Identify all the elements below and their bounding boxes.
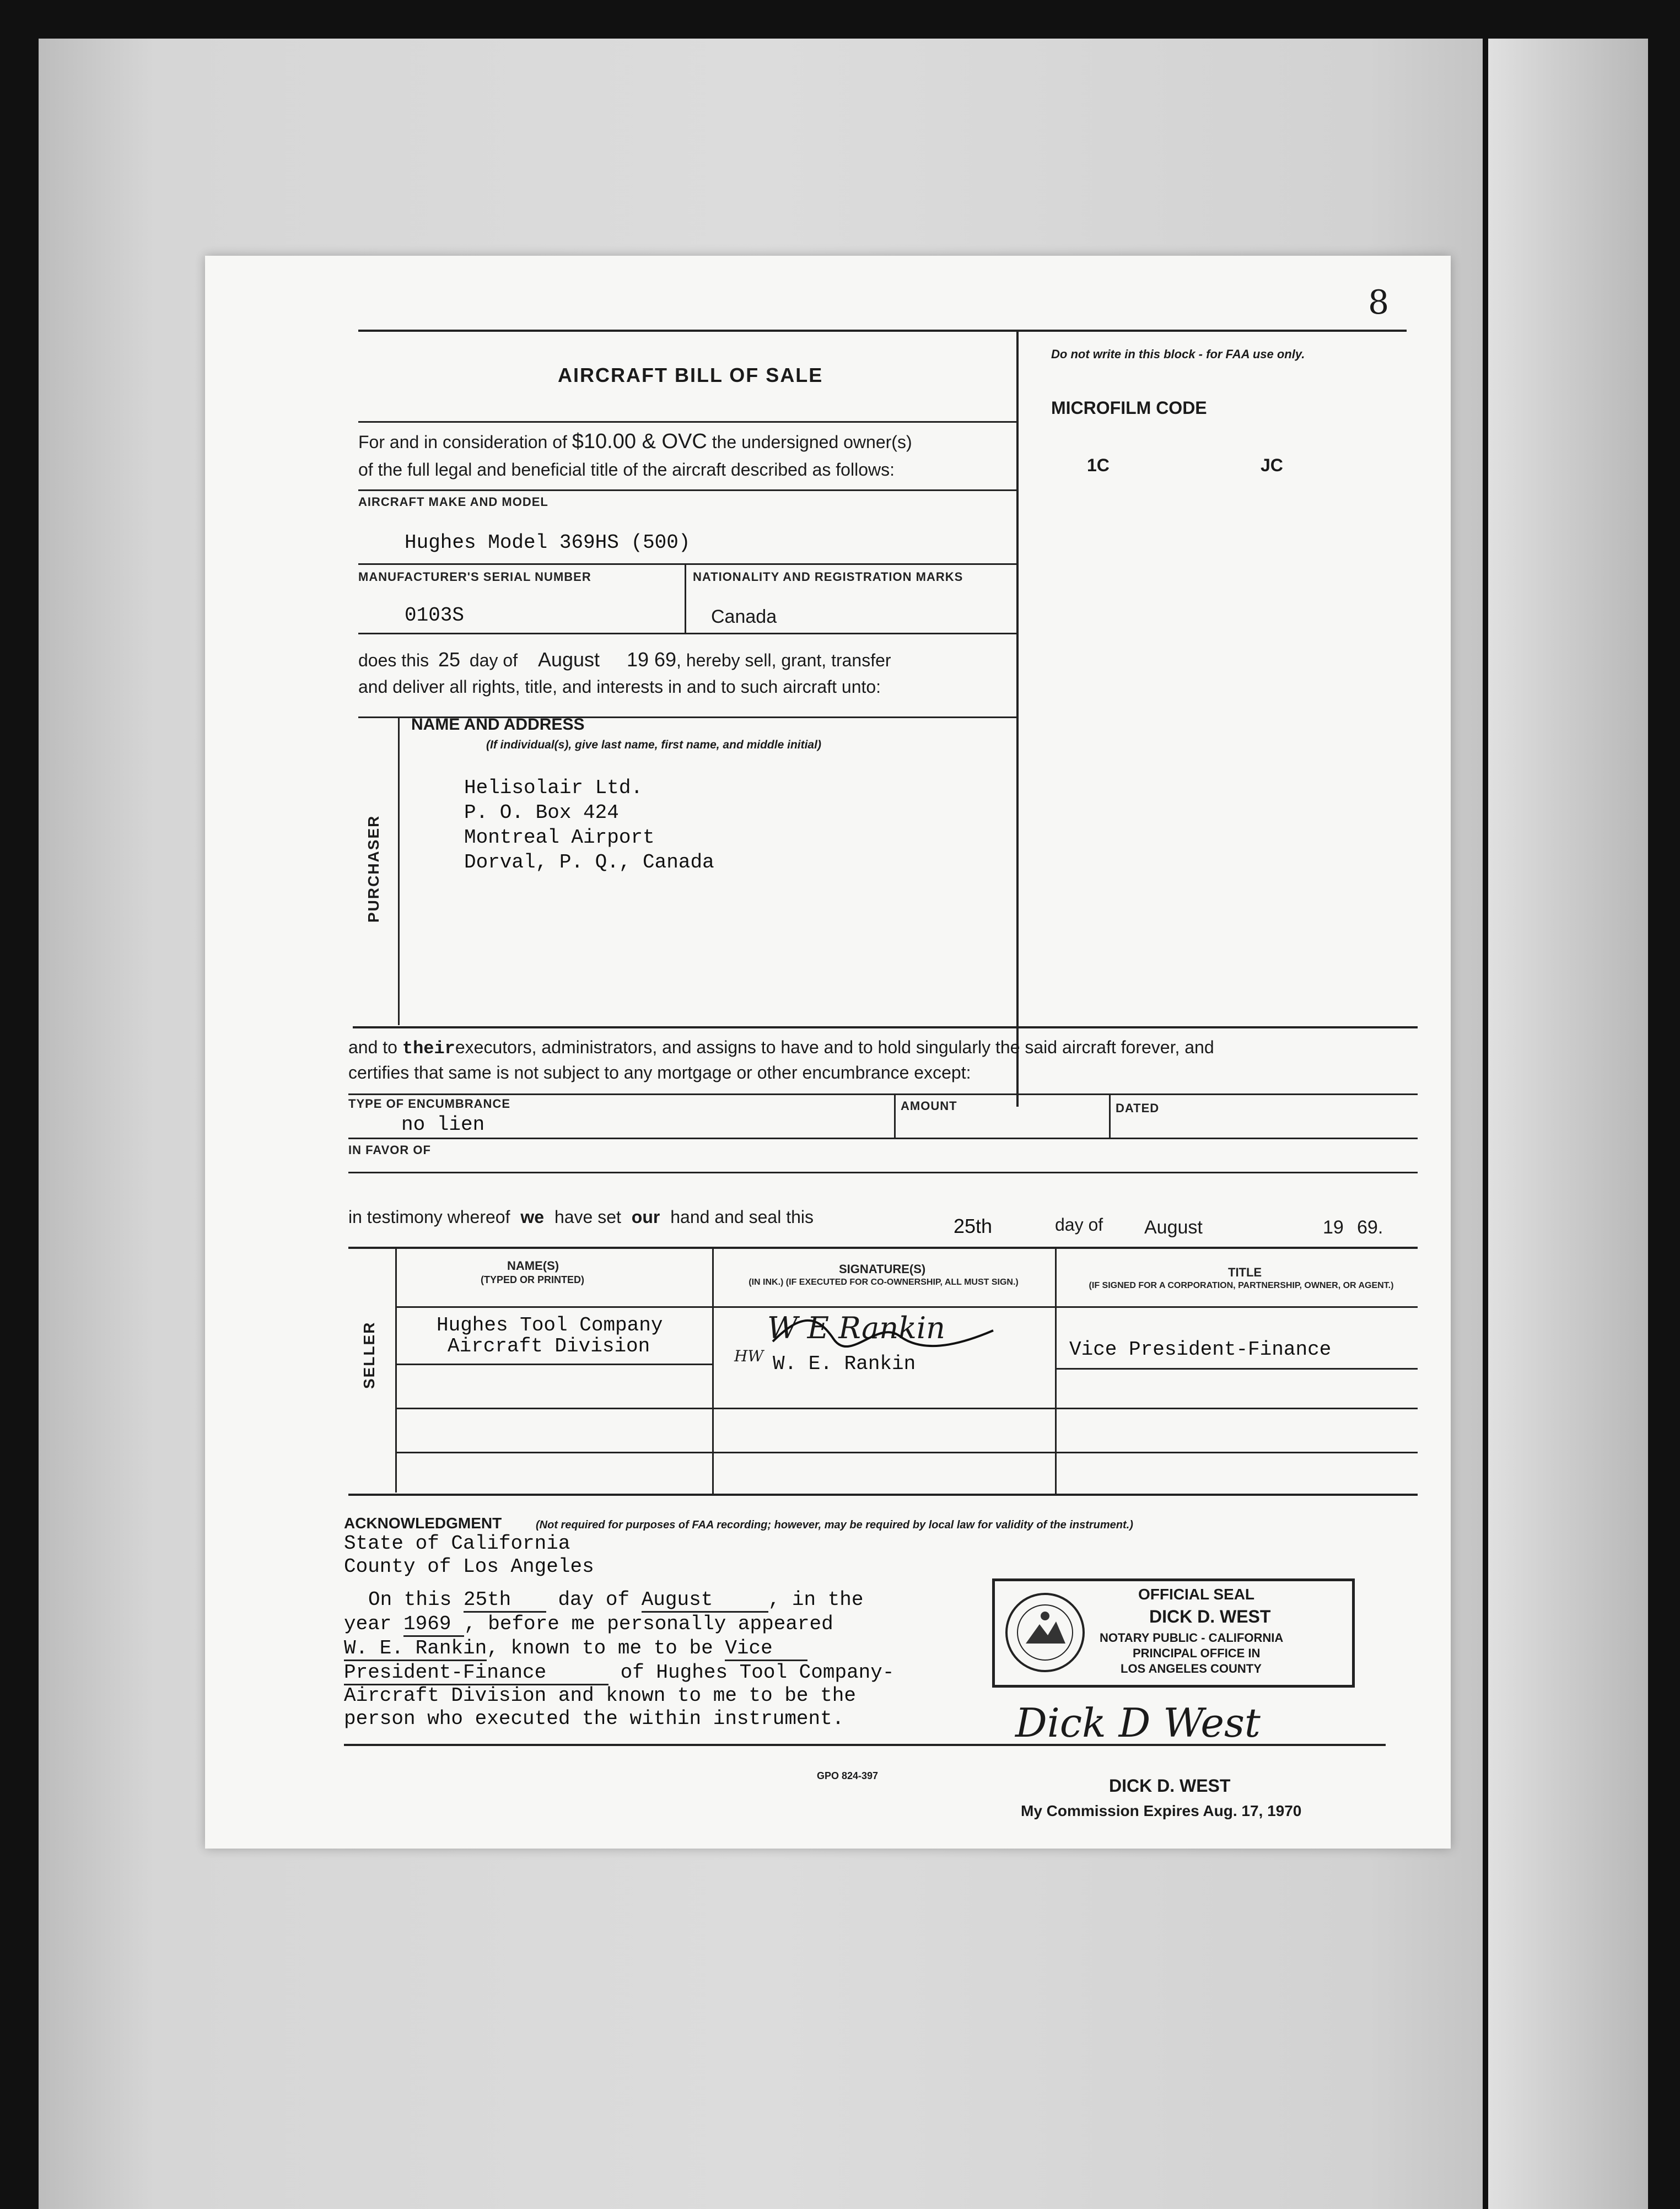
seller-signature: W E Rankin	[767, 1311, 945, 1345]
transfer-does-this: does this	[358, 650, 429, 670]
ack-heading: ACKNOWLEDGMENT	[344, 1515, 502, 1532]
ack-day: 25th	[464, 1588, 546, 1613]
testimony-we: we	[520, 1207, 545, 1227]
testimony-prefix: in testimony whereof	[348, 1207, 510, 1227]
rule-favor	[348, 1138, 1418, 1139]
seller-signature-stroke	[767, 1308, 999, 1353]
gpo-code: GPO 824-397	[817, 1770, 879, 1781]
purchaser-heading: NAME AND ADDRESS	[411, 715, 585, 734]
seller-title-value: Vice President-Finance	[1069, 1338, 1332, 1361]
consideration-line2: of the full legal and beneficial title of the aircraft described as follows:	[358, 460, 895, 479]
notary-seal-emblem	[1004, 1591, 1086, 1674]
ack-year: 1969	[403, 1613, 464, 1637]
notary-commission: My Commission Expires Aug. 17, 1970	[1021, 1802, 1302, 1819]
purchaser-line-1: Helisolair Ltd.	[464, 777, 643, 799]
ack-line-6: Aircraft Division and known to me to be the	[344, 1684, 856, 1707]
transfer-year: 19 69	[626, 648, 677, 671]
nationality-value: Canada	[711, 606, 777, 627]
make-model-label: AIRCRAFT MAKE AND MODEL	[358, 495, 548, 509]
ack-line-3	[344, 1637, 807, 1661]
dated-divider	[1109, 1093, 1111, 1138]
ack-appeared: , before me personally appeared	[464, 1613, 833, 1635]
ack-line-1	[368, 1588, 864, 1613]
encumbrance-dated-label: DATED	[1116, 1101, 1160, 1115]
ack-county: County of Los Angeles	[344, 1555, 594, 1578]
transfer-line2: and deliver all rights, title, and interests in and to such aircraft unto:	[358, 677, 881, 697]
form-title: AIRCRAFT BILL OF SALE	[558, 364, 823, 386]
seller-row-2-title	[1055, 1368, 1418, 1370]
notary-seal-box	[992, 1578, 1355, 1688]
ack-title-b: President-Finance	[344, 1661, 609, 1685]
consideration-suffix: the undersigned owner(s)	[712, 432, 912, 452]
rule-seller-top	[348, 1247, 1418, 1249]
seller-row-2	[395, 1364, 712, 1365]
seller-col-title: TITLE	[1228, 1265, 1262, 1279]
ack-month: August	[642, 1588, 768, 1613]
seller-col-sig: SIGNATURE(S)	[839, 1262, 926, 1276]
seller-col-divider-1	[712, 1248, 714, 1494]
seller-col-name-sub: (TYPED OR PRINTED)	[481, 1274, 585, 1285]
ack-line-7: person who executed the within instrument.	[344, 1707, 844, 1730]
notary-signature: Dick D West	[1015, 1700, 1261, 1746]
serial-label: MANUFACTURER'S SERIAL NUMBER	[358, 570, 591, 584]
make-model-value: Hughes Model 369HS (500)	[405, 531, 691, 554]
notary-printed-name: DICK D. WEST	[1109, 1776, 1231, 1796]
transfer-day: 25	[438, 648, 461, 671]
faa-note: Do not write in this block - for FAA use only.	[1051, 347, 1305, 361]
seller-name-line-1: Hughes Tool Company	[437, 1314, 663, 1337]
transfer-month: August	[537, 648, 600, 671]
encumbrance-type-label: TYPE OF ENCUMBRANCE	[348, 1097, 511, 1111]
faa-divider	[1016, 330, 1019, 1107]
microfilm-label: MICROFILM CODE	[1051, 398, 1207, 418]
bill-of-sale-form	[205, 256, 1451, 1849]
seller-col-divider-2	[1055, 1248, 1057, 1494]
testimony-month: August	[1144, 1217, 1203, 1238]
consideration-line1	[358, 430, 912, 454]
rule-transfer	[358, 633, 1016, 634]
code-left: 1C	[1087, 455, 1110, 475]
amount-divider	[894, 1093, 896, 1138]
ack-of-company: of Hughes Tool Company-	[620, 1661, 895, 1684]
ack-in-the: , in the	[768, 1588, 864, 1611]
seal-line-1: NOTARY PUBLIC - CALIFORNIA	[1100, 1631, 1284, 1645]
seller-sig-mark: HW	[734, 1347, 764, 1365]
testimony-day-of: day of	[1055, 1215, 1103, 1235]
purchaser-instruction: (If individual(s), give last name, first name, and middle initial)	[486, 739, 821, 751]
transfer-line1	[358, 648, 891, 671]
ack-on-this: On this	[368, 1588, 452, 1611]
seller-side-label: SELLER	[360, 1321, 378, 1389]
purchaser-line-3: Montreal Airport	[464, 826, 655, 849]
nationality-label: NATIONALITY AND REGISTRATION MARKS	[693, 570, 963, 584]
assigns-prefix: and to	[348, 1037, 397, 1057]
scan-edge-strip	[1488, 39, 1648, 2209]
purchaser-line-4: Dorval, P. Q., Canada	[464, 851, 714, 874]
seller-col-name: NAME(S)	[507, 1259, 559, 1273]
seal-line-3: LOS ANGELES COUNTY	[1121, 1662, 1262, 1675]
testimony-line	[348, 1207, 814, 1227]
purchaser-side-label: PURCHASER	[365, 815, 382, 923]
assigns-line2: certifies that same is not subject to any mortgage or other encumbrance except:	[348, 1063, 971, 1082]
ack-line-2	[344, 1613, 833, 1637]
ack-person: W. E. Rankin	[344, 1637, 487, 1661]
testimony-year-suffix: 69.	[1357, 1217, 1383, 1238]
seller-row-1-top	[395, 1306, 1418, 1308]
seal-title: OFFICIAL SEAL	[1138, 1586, 1255, 1603]
seal-line-2: PRINCIPAL OFFICE IN	[1133, 1646, 1261, 1660]
seller-name-line-2: Aircraft Division	[448, 1335, 650, 1357]
rule-seller-bottom	[348, 1494, 1418, 1496]
testimony-have-set: have set	[554, 1207, 621, 1227]
rule-serial	[358, 563, 1016, 565]
ack-state: State of California	[344, 1532, 570, 1555]
assigns-pronoun: their	[402, 1038, 455, 1059]
rule-favor-bottom	[348, 1172, 1418, 1173]
rule-assigns	[353, 1026, 1418, 1028]
ack-note: (Not required for purposes of FAA recording; however, may be required by local law for validity of the instrument.)	[536, 1519, 1133, 1531]
assigns-line1	[348, 1037, 1214, 1059]
top-rule	[358, 330, 1407, 332]
in-favor-label: IN FAVOR OF	[348, 1143, 431, 1157]
testimony-year-prefix: 19	[1323, 1217, 1344, 1238]
code-right: JC	[1261, 455, 1283, 475]
encumbrance-amount-label: AMOUNT	[901, 1099, 957, 1113]
consideration-amount: $10.00 & OVC	[572, 430, 707, 453]
testimony-our: our	[631, 1207, 660, 1227]
ack-known: , known to me to be	[487, 1637, 713, 1660]
seal-name: DICK D. WEST	[1149, 1607, 1271, 1626]
rule-consideration	[358, 421, 1016, 423]
assigns-rest: executors, administrators, and assigns to have and to hold singularly the said aircraft forever, and	[455, 1037, 1214, 1057]
encumbrance-type-value: no lien	[401, 1113, 485, 1136]
testimony-hand-seal: hand and seal this	[670, 1207, 814, 1227]
ack-day-of: day of	[558, 1588, 630, 1611]
seller-row-4	[395, 1452, 1418, 1453]
purchaser-line-2: P. O. Box 424	[464, 801, 619, 824]
transfer-suffix: , hereby sell, grant, transfer	[676, 650, 891, 670]
ack-line-4	[344, 1661, 895, 1685]
ack-title-a: Vice	[725, 1637, 807, 1661]
corner-mark: 8	[1368, 283, 1390, 322]
ack-year-word: year	[344, 1613, 392, 1635]
purchaser-divider	[398, 716, 400, 1025]
seller-col-sig-sub: (IN INK.) (IF EXECUTED FOR CO-OWNERSHIP, ALL MUST SIGN.)	[749, 1278, 1019, 1287]
seller-col-title-sub: (IF SIGNED FOR A CORPORATION, PARTNERSHIP, OWNER, OR AGENT.)	[1089, 1281, 1394, 1290]
testimony-day: 25th	[954, 1215, 993, 1237]
serial-divider	[685, 563, 686, 633]
consideration-prefix: For and in consideration of	[358, 432, 567, 452]
transfer-day-of: day of	[469, 650, 518, 670]
seller-typed-name: W. E. Rankin	[773, 1353, 916, 1375]
seller-side-divider	[395, 1247, 397, 1493]
seller-row-3	[395, 1408, 1418, 1409]
serial-value: 0103S	[405, 604, 465, 627]
rule-make	[358, 489, 1016, 491]
rule-encumbrance	[348, 1093, 1418, 1095]
